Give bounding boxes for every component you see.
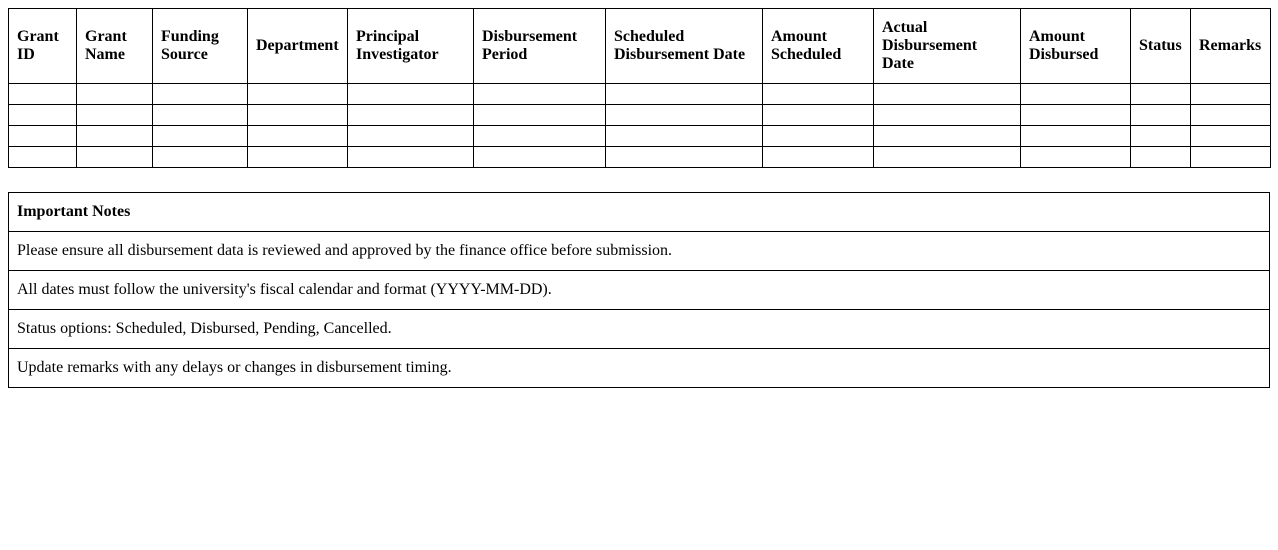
table-cell[interactable]	[9, 105, 77, 126]
table-cell[interactable]	[606, 105, 763, 126]
table-cell[interactable]	[874, 147, 1021, 168]
grant-disbursement-table	[8, 8, 1271, 168]
table-cell[interactable]	[348, 84, 474, 105]
note-row	[9, 232, 1270, 271]
table-row	[9, 105, 1271, 126]
header-amount-scheduled: Amount Scheduled	[763, 9, 874, 84]
table-row	[9, 126, 1271, 147]
table-cell[interactable]	[1021, 147, 1131, 168]
note-item: Status options: Scheduled, Disbursed, Pending, Cancelled.	[9, 310, 1270, 349]
table-cell[interactable]	[1131, 126, 1191, 147]
note-item: Update remarks with any delays or changes in disbursement timing.	[9, 349, 1270, 388]
table-cell[interactable]	[606, 84, 763, 105]
header-status: Status	[1131, 9, 1191, 84]
table-row	[9, 84, 1271, 105]
table-cell[interactable]	[348, 126, 474, 147]
table-cell[interactable]	[1131, 84, 1191, 105]
table-cell[interactable]	[248, 147, 348, 168]
note-row	[9, 271, 1270, 310]
table-cell[interactable]	[763, 84, 874, 105]
table-row	[9, 147, 1271, 168]
table-cell[interactable]	[474, 105, 606, 126]
header-actual-disbursement-date: Actual Disbursement Date	[874, 9, 1021, 84]
table-cell[interactable]	[9, 126, 77, 147]
table-cell[interactable]	[1021, 126, 1131, 147]
table-cell[interactable]	[763, 147, 874, 168]
table-cell[interactable]	[9, 84, 77, 105]
table-cell[interactable]	[606, 147, 763, 168]
table-cell[interactable]	[474, 147, 606, 168]
table-cell[interactable]	[348, 147, 474, 168]
important-notes-table	[8, 192, 1270, 388]
table-cell[interactable]	[474, 126, 606, 147]
table-cell[interactable]	[77, 126, 153, 147]
table-cell[interactable]	[1191, 126, 1271, 147]
table-cell[interactable]	[763, 105, 874, 126]
table-cell[interactable]	[763, 126, 874, 147]
notes-title: Important Notes	[9, 193, 1270, 232]
table-cell[interactable]	[153, 84, 248, 105]
note-item: Please ensure all disbursement data is reviewed and approved by the finance office before submission.	[9, 232, 1270, 271]
table-cell[interactable]	[1191, 105, 1271, 126]
table-cell[interactable]	[153, 126, 248, 147]
header-grant-id: Grant ID	[9, 9, 77, 84]
note-row	[9, 310, 1270, 349]
table-cell[interactable]	[1191, 147, 1271, 168]
table-cell[interactable]	[77, 105, 153, 126]
table-cell[interactable]	[153, 105, 248, 126]
table-cell[interactable]	[1191, 84, 1271, 105]
table-cell[interactable]	[874, 84, 1021, 105]
table-cell[interactable]	[1131, 147, 1191, 168]
table-cell[interactable]	[77, 84, 153, 105]
table-cell[interactable]	[248, 126, 348, 147]
header-scheduled-disbursement-date: Scheduled Disbursement Date	[606, 9, 763, 84]
table-cell[interactable]	[1021, 105, 1131, 126]
table-cell[interactable]	[1131, 105, 1191, 126]
header-funding-source: Funding Source	[153, 9, 248, 84]
note-row	[9, 349, 1270, 388]
header-department: Department	[248, 9, 348, 84]
table-cell[interactable]	[874, 105, 1021, 126]
header-grant-name: Grant Name	[77, 9, 153, 84]
table-cell[interactable]	[248, 105, 348, 126]
header-principal-investigator: Principal Investigator	[348, 9, 474, 84]
table-cell[interactable]	[348, 105, 474, 126]
table-cell[interactable]	[474, 84, 606, 105]
table-cell[interactable]	[153, 147, 248, 168]
table-cell[interactable]	[606, 126, 763, 147]
table-cell[interactable]	[77, 147, 153, 168]
table-cell[interactable]	[874, 126, 1021, 147]
note-item: All dates must follow the university's fiscal calendar and format (YYYY-MM-DD).	[9, 271, 1270, 310]
table-cell[interactable]	[1021, 84, 1131, 105]
table-header-row	[9, 9, 1271, 84]
notes-header-row	[9, 193, 1270, 232]
header-amount-disbursed: Amount Disbursed	[1021, 9, 1131, 84]
header-remarks: Remarks	[1191, 9, 1271, 84]
table-cell[interactable]	[9, 147, 77, 168]
header-disbursement-period: Disbursement Period	[474, 9, 606, 84]
table-cell[interactable]	[248, 84, 348, 105]
